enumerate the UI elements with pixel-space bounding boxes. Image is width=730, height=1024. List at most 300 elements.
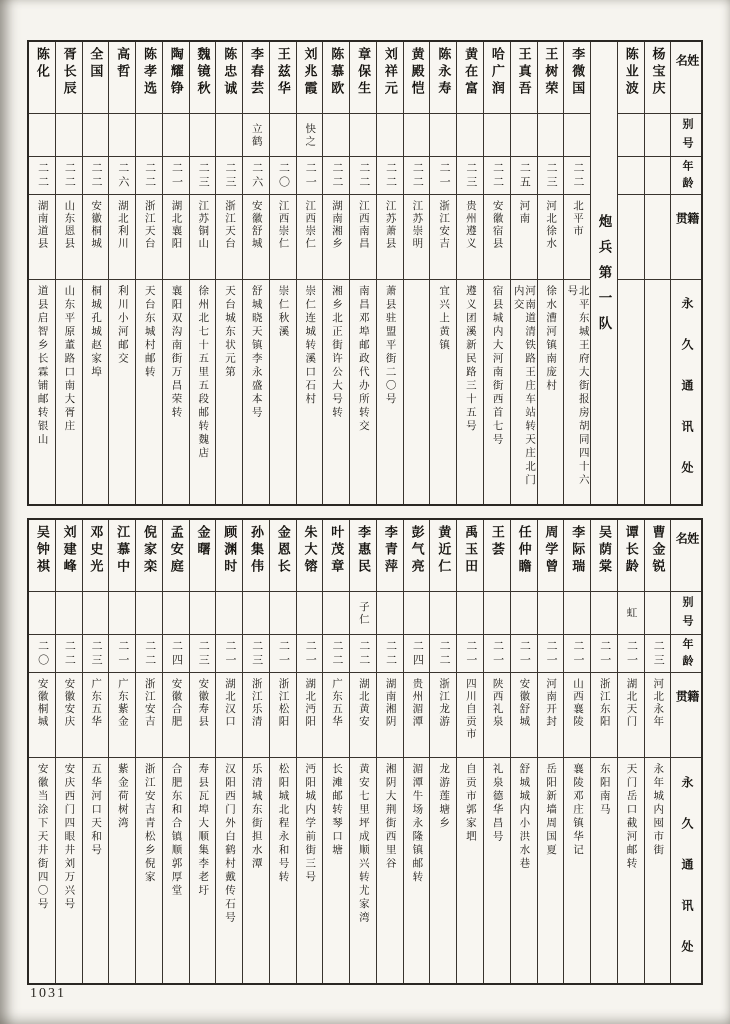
- person-alias-cell: [323, 592, 349, 635]
- person-alias-cell: [323, 114, 349, 157]
- person-address-cell: [297, 758, 323, 983]
- person-address-cell: [136, 758, 162, 983]
- person-age-cell: [56, 635, 82, 673]
- person-age: 二二: [491, 161, 504, 190]
- person-native-place: 陕西礼泉: [491, 678, 503, 728]
- person-name: 王荟: [489, 525, 505, 559]
- person-name-cell: [190, 520, 216, 592]
- person-name-cell: [538, 42, 564, 114]
- person-column: [215, 42, 242, 504]
- person-age-cell: [511, 157, 537, 195]
- person-alias-cell: [163, 592, 189, 635]
- person-native-place-cell: [591, 673, 617, 758]
- person-address: 浙江安吉青松乡倪家: [143, 763, 155, 885]
- person-column: [537, 520, 564, 983]
- person-address: 寿县瓦埠大顺集李老圩: [197, 763, 209, 898]
- person-age-cell: [136, 635, 162, 673]
- person-age-cell: [457, 635, 483, 673]
- person-name: 陈业波: [623, 47, 639, 98]
- person-address-cell: [270, 280, 296, 504]
- person-column: [403, 520, 430, 983]
- person-name-cell: [618, 42, 644, 114]
- person-column: [322, 42, 349, 504]
- person-age: 二二: [143, 161, 156, 190]
- person-native-place-cell: [404, 673, 430, 758]
- person-name-cell: [297, 520, 323, 592]
- person-address-cell: [29, 280, 55, 504]
- person-native-place: 贵州湄潭: [411, 678, 423, 728]
- person-age-cell: [243, 157, 269, 195]
- person-name-cell: [511, 42, 537, 114]
- person-name-cell: [109, 520, 135, 592]
- person-address-cell: [297, 280, 323, 504]
- person-native-place-cell: [457, 673, 483, 758]
- person-name: 陈化: [34, 47, 50, 81]
- person-address: 湘乡北正街许公大号转: [331, 285, 343, 420]
- person-column: [590, 520, 617, 983]
- person-column: [483, 520, 510, 983]
- person-alias-cell: [109, 114, 135, 157]
- person-address: 紫金荷树湾: [116, 763, 128, 831]
- person-address: 安徽当涂下天井街四〇号: [36, 763, 48, 912]
- person-name: 胥长辰: [61, 47, 77, 98]
- person-name-cell: [270, 42, 296, 114]
- person-native-place-cell: [29, 673, 55, 758]
- person-native-place: 江苏铜山: [197, 200, 209, 250]
- person-age: 二二: [384, 161, 397, 190]
- person-column: [296, 42, 323, 504]
- person-address: 天台城东状元第: [223, 285, 235, 380]
- person-age: 二一: [518, 639, 531, 668]
- person-name: 黄在富: [463, 47, 479, 98]
- person-address-cell: [511, 758, 537, 983]
- person-age: 二二: [571, 161, 584, 190]
- person-age-cell: [216, 635, 242, 673]
- person-native-place: 安徽桐城: [36, 678, 48, 728]
- person-address: 黄安七里坪成顺兴转尤家湾: [357, 763, 369, 925]
- person-age-cell: [270, 635, 296, 673]
- person-name-cell: [377, 42, 403, 114]
- person-address: 安庆西门四眼井刘万兴号: [63, 763, 75, 912]
- person-native-place: 浙江东阳: [598, 678, 610, 728]
- person-address-cell: [83, 280, 109, 504]
- person-alias-cell: [243, 114, 269, 157]
- person-age-cell: [297, 157, 323, 195]
- person-name-cell: [377, 520, 403, 592]
- person-name-cell: [350, 42, 376, 114]
- person-age: 二三: [223, 161, 236, 190]
- person-name-cell: [484, 42, 510, 114]
- person-column: [510, 520, 537, 983]
- person-name: 陶耀铮: [168, 47, 184, 98]
- person-address-cell: [457, 280, 483, 504]
- person-column: [215, 520, 242, 983]
- person-column: [29, 520, 55, 983]
- person-name-cell: [457, 42, 483, 114]
- person-name: 孙集伟: [249, 525, 264, 576]
- person-native-place-cell: [83, 195, 109, 280]
- person-age-cell: [323, 635, 349, 673]
- person-name-cell: [216, 520, 242, 592]
- person-name-cell: [404, 42, 430, 114]
- person-column: [135, 42, 162, 504]
- person-native-place-cell: [56, 673, 82, 758]
- person-address-cell: [163, 280, 189, 504]
- person-column: [135, 520, 162, 983]
- person-native-place-cell: [377, 195, 403, 280]
- person-age: 二一: [464, 639, 477, 668]
- person-address: 桐城孔城赵家埠: [90, 285, 102, 380]
- person-address-cell: [564, 758, 590, 983]
- person-address: 萧县驻盟平街二〇号: [384, 285, 396, 407]
- person-alias-cell: [29, 592, 55, 635]
- person-native-place: 安徽舒城: [250, 200, 262, 250]
- person-alias-cell: [511, 114, 537, 157]
- person-column: [189, 520, 216, 983]
- person-alias-cell: [377, 592, 403, 635]
- person-age: 二二: [384, 639, 397, 668]
- person-column: [537, 42, 564, 504]
- person-native-place-cell: [190, 673, 216, 758]
- person-native-place-cell: [511, 195, 537, 280]
- row-header-cell: [671, 114, 701, 157]
- person-native-place-cell: [484, 195, 510, 280]
- person-name-cell: [430, 42, 456, 114]
- person-age: 二二: [411, 161, 424, 190]
- person-name-cell: [56, 520, 82, 592]
- person-address: 湄潭牛场永隆镇邮转: [411, 763, 423, 885]
- person-native-place: 广东五华: [90, 678, 102, 728]
- person-alias-cell: [484, 114, 510, 157]
- person-age: 二二: [90, 161, 103, 190]
- person-column: [82, 42, 109, 504]
- person-age: 二二: [331, 161, 344, 190]
- person-name: 金恩长: [275, 525, 291, 576]
- person-alias-cell: [430, 114, 456, 157]
- person-address-cell: [350, 758, 376, 983]
- person-name: 杨宝庆: [650, 47, 666, 98]
- person-alias-cell: [56, 114, 82, 157]
- person-address-cell: [377, 758, 403, 983]
- person-name-cell: [136, 520, 162, 592]
- person-alias: 立鹤: [250, 122, 262, 148]
- person-column: [563, 42, 590, 504]
- section-divider-column: [590, 42, 617, 504]
- person-alias-cell: [618, 114, 644, 157]
- person-name-cell: [564, 42, 590, 114]
- person-native-place: 湖北汉口: [223, 678, 235, 728]
- person-age: 二三: [90, 639, 103, 668]
- person-alias-cell: [645, 592, 671, 635]
- person-address-cell: [190, 280, 216, 504]
- person-name: 周学曾: [543, 525, 559, 576]
- person-address-cell: [430, 758, 456, 983]
- row-header-native-label: 籍贯: [674, 690, 700, 736]
- row-header-column: [670, 42, 701, 504]
- person-address: 松阳城北程永和号转: [277, 763, 289, 885]
- person-address: 天台东城村邮转: [143, 285, 155, 380]
- person-age: 二二: [143, 639, 156, 668]
- person-age-cell: [430, 157, 456, 195]
- person-age-cell: [430, 635, 456, 673]
- person-age-cell: [564, 157, 590, 195]
- person-column: [269, 520, 296, 983]
- person-column: [376, 42, 403, 504]
- person-age-cell: [270, 157, 296, 195]
- person-column: [108, 520, 135, 983]
- person-native-place-cell: [243, 195, 269, 280]
- person-native-place: 浙江安吉: [143, 678, 155, 728]
- person-native-place: 浙江安吉: [438, 200, 450, 250]
- roster-table-bottom: [27, 518, 703, 985]
- person-age: 二一: [571, 639, 584, 668]
- person-native-place-cell: [511, 673, 537, 758]
- person-native-place-cell: [109, 673, 135, 758]
- person-age-cell: [511, 635, 537, 673]
- person-column: [617, 520, 644, 983]
- person-age-cell: [297, 635, 323, 673]
- person-name: 叶茂章: [329, 525, 345, 576]
- person-alias-cell: [430, 592, 456, 635]
- row-header-cell: [671, 758, 701, 983]
- person-column: [322, 520, 349, 983]
- person-address: 北平东城王府大街报房胡同四十六号: [566, 285, 589, 488]
- person-native-place: 河北永年: [652, 678, 664, 728]
- person-alias-cell: [564, 592, 590, 635]
- person-alias-cell: [136, 114, 162, 157]
- person-address: 崇仁连城转溪口石村: [304, 285, 316, 407]
- person-name-cell: [538, 520, 564, 592]
- person-native-place: 安徽安庆: [63, 678, 75, 728]
- person-age: 二五: [518, 161, 531, 190]
- person-name-cell: [591, 520, 617, 592]
- person-age-cell: [591, 635, 617, 673]
- person-name: 黄殿恺: [409, 47, 425, 98]
- person-column: [242, 42, 269, 504]
- person-age: 二二: [438, 639, 451, 668]
- person-alias-cell: [297, 592, 323, 635]
- person-native-place: 安徽桐城: [90, 200, 102, 250]
- person-name: 吴荫棠: [596, 525, 612, 576]
- row-header-name-label: 姓名: [674, 532, 700, 568]
- person-age: 二三: [545, 161, 558, 190]
- person-address: 合肥东和合镇顺郭厚堂: [170, 763, 182, 898]
- person-column: [82, 520, 109, 983]
- person-address: 宿县城内大河南街西首七号: [491, 285, 503, 447]
- person-column: [349, 520, 376, 983]
- person-name: 王兹华: [275, 47, 291, 98]
- person-alias-cell: [136, 592, 162, 635]
- person-age-cell: [538, 157, 564, 195]
- person-column: [429, 42, 456, 504]
- person-age: 二六: [116, 161, 129, 190]
- person-native-place-cell: [618, 673, 644, 758]
- person-native-place: 四川自贡市: [464, 678, 476, 741]
- person-address-cell: [457, 758, 483, 983]
- person-native-place: 安徽寿县: [197, 678, 209, 728]
- person-alias-cell: [83, 592, 109, 635]
- person-address-cell: [645, 758, 671, 983]
- person-age: 二四: [170, 639, 183, 668]
- person-native-place: 山东恩县: [63, 200, 75, 250]
- person-address: 乐清城东街担水潭: [250, 763, 262, 871]
- person-alias: 子仁: [357, 600, 369, 626]
- person-address-cell: [83, 758, 109, 983]
- person-name-cell: [190, 42, 216, 114]
- person-name: 李春芸: [249, 47, 264, 98]
- person-column: [162, 42, 189, 504]
- page-number: 1031: [30, 986, 66, 1001]
- person-name-cell: [83, 42, 109, 114]
- person-name-cell: [163, 520, 189, 592]
- person-address-cell: [243, 758, 269, 983]
- person-address-cell: [618, 758, 644, 983]
- person-native-place-cell: [645, 195, 671, 280]
- person-native-place: 湖北黄安: [357, 678, 369, 728]
- person-alias-cell: [564, 114, 590, 157]
- person-alias-cell: [645, 114, 671, 157]
- person-name: 任仲瞻: [516, 525, 532, 576]
- person-age-cell: [163, 157, 189, 195]
- person-name: 王真吾: [516, 47, 532, 98]
- person-native-place-cell: [83, 673, 109, 758]
- person-age-cell: [29, 635, 55, 673]
- person-address: 河南道清铁路王庄车站转天庄北门内交: [512, 285, 536, 488]
- person-age: 二二: [357, 161, 370, 190]
- person-age: 二一: [438, 161, 451, 190]
- person-address-cell: [323, 280, 349, 504]
- person-address-cell: [591, 758, 617, 983]
- person-name-cell: [457, 520, 483, 592]
- person-column: [296, 520, 323, 983]
- person-address-cell: [430, 280, 456, 504]
- person-address-cell: [538, 758, 564, 983]
- person-age: 二一: [598, 639, 611, 668]
- person-address: 宜兴上黄镇: [438, 285, 450, 353]
- person-alias-cell: [404, 592, 430, 635]
- person-address-cell: [350, 280, 376, 504]
- person-alias-cell: [29, 114, 55, 157]
- person-native-place: 湖北利川: [116, 200, 128, 250]
- person-age-cell: [29, 157, 55, 195]
- person-address: 龙游莲塘乡: [438, 763, 450, 831]
- person-name: 李惠民: [356, 525, 372, 576]
- person-column: [429, 520, 456, 983]
- person-name: 陈孝选: [141, 47, 157, 98]
- person-column: [563, 520, 590, 983]
- person-name-cell: [163, 42, 189, 114]
- person-alias-cell: [457, 592, 483, 635]
- person-age: 二〇: [277, 161, 290, 190]
- person-alias-cell: [190, 114, 216, 157]
- person-name: 魏镜秋: [195, 47, 211, 98]
- person-age: 二二: [357, 639, 370, 668]
- person-alias: 虹: [625, 606, 637, 620]
- person-alias-cell: [591, 592, 617, 635]
- person-age-cell: [190, 635, 216, 673]
- person-name: 金曙: [195, 525, 211, 559]
- person-age: 二三: [197, 161, 210, 190]
- person-age: 二二: [36, 161, 49, 190]
- person-column: [644, 42, 671, 504]
- person-native-place-cell: [377, 673, 403, 758]
- person-native-place: 河南开封: [545, 678, 557, 728]
- person-name-cell: [323, 42, 349, 114]
- person-alias-cell: [350, 592, 376, 635]
- person-native-place-cell: [618, 195, 644, 280]
- person-address-cell: [564, 280, 590, 504]
- person-name-cell: [511, 520, 537, 592]
- person-alias-cell: [404, 114, 430, 157]
- row-header-native-label: 籍贯: [674, 212, 700, 258]
- person-name-cell: [243, 42, 269, 114]
- person-alias-cell: [618, 592, 644, 635]
- person-native-place-cell: [323, 195, 349, 280]
- person-name: 哈广润: [489, 47, 505, 98]
- person-native-place: 浙江乐清: [250, 678, 262, 728]
- person-native-place-cell: [216, 673, 242, 758]
- person-alias-cell: [243, 592, 269, 635]
- person-alias-cell: [83, 114, 109, 157]
- person-address: 岳阳新墙周国夏: [545, 763, 557, 858]
- row-header-cell: [671, 195, 701, 280]
- person-age: 二〇: [36, 639, 49, 668]
- person-address-cell: [270, 758, 296, 983]
- person-name: 吴钟祺: [34, 525, 50, 576]
- person-name-cell: [618, 520, 644, 592]
- person-native-place-cell: [538, 195, 564, 280]
- person-age-cell: [457, 157, 483, 195]
- row-header-column: [670, 520, 701, 983]
- person-age-cell: [350, 635, 376, 673]
- person-native-place: 广东五华: [331, 678, 343, 728]
- person-name: 王树荣: [543, 47, 559, 98]
- person-age: 二三: [197, 639, 210, 668]
- person-native-place-cell: [216, 195, 242, 280]
- person-native-place: 浙江龙游: [438, 678, 450, 728]
- person-column: [108, 42, 135, 504]
- person-age-cell: [404, 635, 430, 673]
- person-name: 陈忠诚: [222, 47, 238, 98]
- person-address-cell: [29, 758, 55, 983]
- person-age: 二四: [411, 639, 424, 668]
- person-age-cell: [538, 635, 564, 673]
- person-name-cell: [109, 42, 135, 114]
- person-name-cell: [564, 520, 590, 592]
- row-header-alias-label: 别号: [680, 118, 693, 156]
- person-age: 二二: [63, 161, 76, 190]
- person-address-cell: [645, 280, 671, 504]
- person-column: [242, 520, 269, 983]
- person-age-cell: [645, 635, 671, 673]
- person-alias-cell: [270, 592, 296, 635]
- person-address-cell: [377, 280, 403, 504]
- row-header-cell: [671, 673, 701, 758]
- person-address: 长滩邮转琴口塘: [331, 763, 343, 858]
- person-name-cell: [430, 520, 456, 592]
- person-native-place-cell: [564, 195, 590, 280]
- person-native-place: 湖南湘乡: [331, 200, 343, 250]
- person-name-cell: [404, 520, 430, 592]
- person-address: 沔阳城内学前街三号: [304, 763, 316, 885]
- person-name-cell: [350, 520, 376, 592]
- person-column: [55, 520, 82, 983]
- person-native-place: 湖南道县: [36, 200, 48, 250]
- person-alias-cell: [538, 114, 564, 157]
- person-alias: 快之: [304, 122, 316, 148]
- person-address-cell: [190, 758, 216, 983]
- person-name: 江慕中: [115, 525, 131, 576]
